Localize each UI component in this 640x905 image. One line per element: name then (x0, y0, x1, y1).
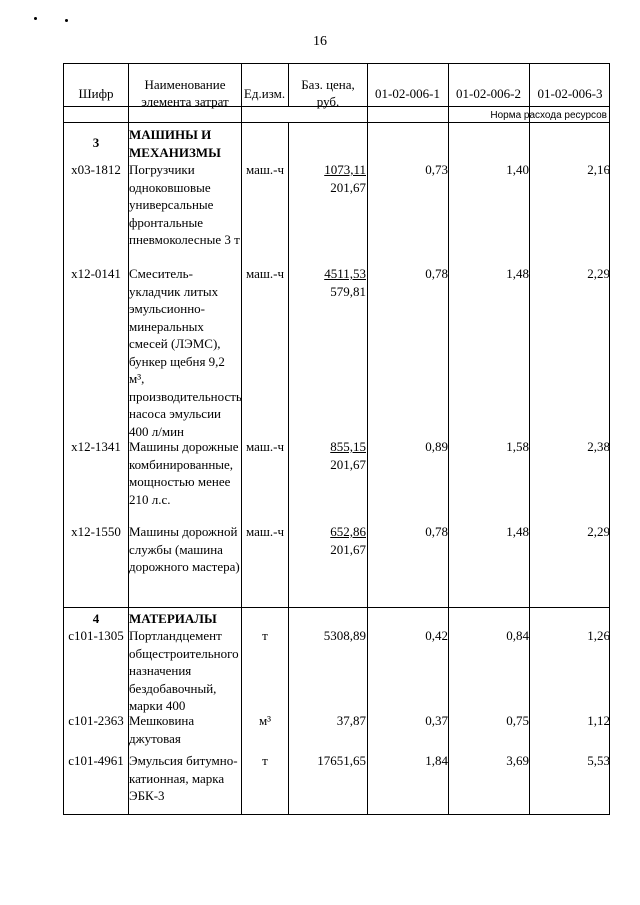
resource-unit: т (262, 628, 268, 643)
header-code: Шифр (78, 85, 114, 101)
price-wage: 579,81 (330, 283, 366, 299)
norm-value-1: 0,37 (425, 713, 448, 728)
resource-name: Машины дорожной службы (машина дорожного мастера) (129, 524, 240, 574)
resource-name: Погрузчики одноковшовые универсальные фронтальные пневмоколесные 3 т (129, 162, 240, 247)
norm-label: Норма расхода ресурсов (490, 110, 607, 121)
norm-value-2: 1,40 (506, 162, 529, 177)
resource-name: Мешковина джутовая (129, 713, 195, 746)
resource-unit: маш.-ч (245, 266, 285, 281)
resource-unit: маш.-ч (245, 524, 285, 539)
page-number: 16 (313, 34, 327, 49)
resource-price: 17651,65 (317, 753, 366, 768)
norm-value-2: 1,48 (506, 266, 529, 281)
norm-value-1: 0,78 (425, 266, 448, 281)
resource-code: х12-0141 (71, 266, 121, 281)
resource-name (129, 265, 241, 440)
resource-unit: т (262, 753, 268, 768)
resource-unit: маш.-ч (245, 439, 285, 454)
norm-value-3: 1,12 (587, 713, 610, 728)
norm-value-2: 3,69 (506, 753, 529, 768)
resource-code: х12-1341 (71, 439, 121, 454)
resource-code: х03-1812 (71, 162, 121, 177)
section-number: 3 (92, 135, 100, 150)
price-total: 652,86 (330, 524, 366, 539)
price-total: 855,15 (330, 439, 366, 454)
col-divider (288, 64, 289, 106)
norm-value-1: 0,73 (425, 162, 448, 177)
resource-code: с101-2363 (68, 713, 124, 728)
section-rule (64, 607, 609, 608)
resource-code: х12-1550 (71, 524, 121, 539)
header-name: Наименование элемента затрат (141, 77, 229, 109)
norm-value-3: 2,29 (587, 524, 610, 539)
norm-value-2: 1,48 (506, 524, 529, 539)
resource-table (63, 63, 610, 815)
norm-value-2: 1,58 (506, 439, 529, 454)
norm-value-1: 0,78 (425, 524, 448, 539)
header-unit: Ед.изм. (243, 85, 286, 101)
resource-code: с101-4961 (68, 753, 124, 768)
scan-speck (65, 19, 68, 22)
price-wage: 201,67 (330, 456, 366, 472)
resource-name: Эмульсия битумно-катионная, марка ЭБК-3 (129, 753, 238, 803)
section-title: МАТЕРИАЛЫ (129, 611, 217, 626)
norm-value-1: 0,42 (425, 628, 448, 643)
section-number: 4 (92, 611, 100, 626)
norm-value-2: 0,75 (506, 713, 529, 728)
norm-value-1: 0,89 (425, 439, 448, 454)
resource-code: с101-1305 (68, 628, 124, 643)
resource-name: Машины дорожные комбинированные, мощностью менее 210 л.с. (129, 439, 239, 507)
section-title: МАШИНЫ И МЕХАНИЗМЫ (129, 127, 221, 160)
resource-unit: маш.-ч (245, 162, 285, 177)
norm-value-3: 2,38 (587, 439, 610, 454)
price-total: 4511,53 (324, 266, 366, 281)
price-wage: 201,67 (330, 541, 366, 557)
resource-price (288, 161, 366, 196)
resource-price (288, 265, 366, 300)
header-rule (64, 122, 609, 123)
header-col2: 01-02-006-2 (456, 85, 521, 101)
price-total: 1073,11 (324, 162, 366, 177)
header-rule (64, 106, 609, 107)
norm-value-3: 2,16 (587, 162, 610, 177)
resource-unit: м³ (258, 713, 272, 728)
header-col1: 01-02-006-1 (375, 85, 440, 101)
resource-price: 5308,89 (323, 628, 366, 643)
header-price: Баз. цена, руб. (301, 77, 355, 109)
resource-price (288, 438, 366, 473)
resource-name: Портландцемент общестроительного назначения бездобавочный, марки 400 (129, 628, 239, 713)
price-wage: 201,67 (330, 179, 366, 195)
resource-name-text: Смеситель-укладчик литых эмульсионно-минеральных смесей (ЛЭМС), бункер щебня 9,2 м³, производительность насоса эмульсии 400 л/мин (129, 266, 242, 439)
norm-value-3: 5,53 (587, 753, 610, 768)
norm-value-2: 0,84 (506, 628, 529, 643)
scan-speck (34, 17, 37, 20)
norm-value-3: 1,26 (587, 628, 610, 643)
norm-value-3: 2,29 (587, 266, 610, 281)
resource-price (288, 523, 366, 558)
norm-value-1: 1,84 (425, 753, 448, 768)
header-col3: 01-02-006-3 (537, 85, 603, 101)
resource-price: 37,87 (336, 713, 366, 728)
